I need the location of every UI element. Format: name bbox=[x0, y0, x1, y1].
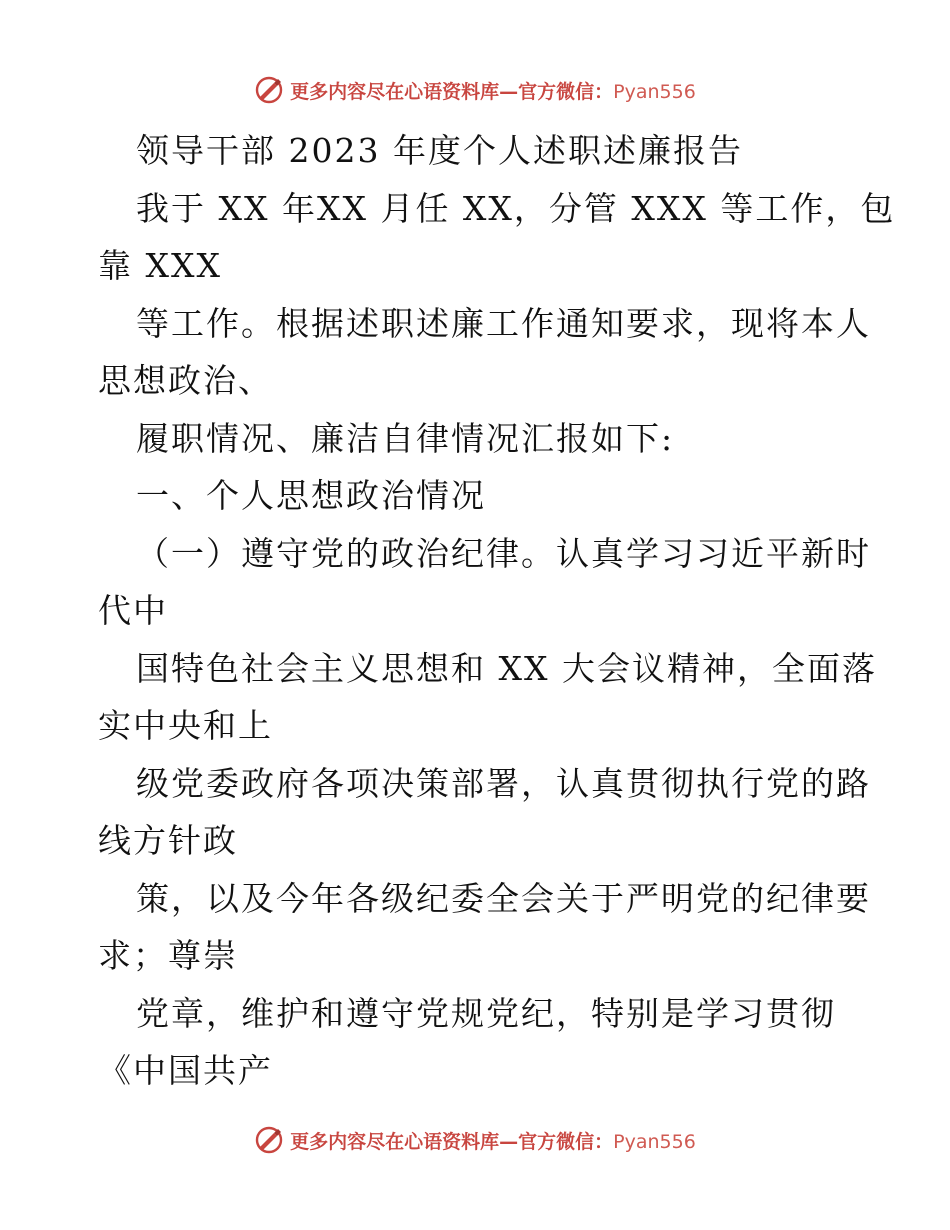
document-line: 代中 bbox=[98, 591, 168, 630]
footer-watermark bbox=[0, 1120, 950, 1160]
document-line: 实中央和上 bbox=[98, 706, 273, 745]
document-line: 一、个人思想政治情况 bbox=[136, 476, 486, 515]
pen-logo-icon bbox=[254, 75, 284, 105]
pen-logo-icon bbox=[254, 1125, 284, 1155]
document-line: （一）遵守党的政治纪律。认真学习习近平新时 bbox=[136, 533, 871, 573]
document-line: 我于 XX 年XX 月任 XX，分管 XXX 等工作，包 bbox=[136, 188, 896, 228]
watermark-handle: Pyan556 bbox=[613, 80, 696, 103]
document-body bbox=[98, 122, 896, 1100]
document-line: 党章，维护和遵守党规党纪，特别是学习贯彻 bbox=[136, 993, 836, 1033]
watermark-text bbox=[290, 77, 696, 104]
watermark-text bbox=[290, 1127, 696, 1154]
document-line: 靠 XXX bbox=[98, 246, 222, 285]
document-line: 思想政治、 bbox=[98, 361, 273, 400]
header-watermark bbox=[0, 70, 950, 110]
document-line: 求；尊崇 bbox=[98, 936, 238, 975]
document-line: 等工作。根据述职述廉工作通知要求，现将本人 bbox=[136, 303, 871, 343]
document-line: 国特色社会主义思想和 XX 大会议精神，全面落 bbox=[136, 648, 877, 688]
document-line: 履职情况、廉洁自律情况汇报如下: bbox=[136, 418, 675, 458]
watermark-handle: Pyan556 bbox=[613, 1130, 696, 1153]
document-line: 策，以及今年各级纪委全会关于严明党的纪律要 bbox=[136, 878, 871, 918]
document-line: 《中国共产 bbox=[98, 1051, 273, 1090]
watermark-label: 更多内容尽在心语资料库—官方微信： bbox=[290, 80, 614, 103]
document-line: 级党委政府各项决策部署，认真贯彻执行党的路 bbox=[136, 763, 871, 803]
watermark-label: 更多内容尽在心语资料库—官方微信： bbox=[290, 1130, 614, 1153]
document-line: 线方针政 bbox=[98, 821, 238, 860]
document-line: 领导干部 2023 年度个人述职述廉报告 bbox=[136, 131, 743, 170]
